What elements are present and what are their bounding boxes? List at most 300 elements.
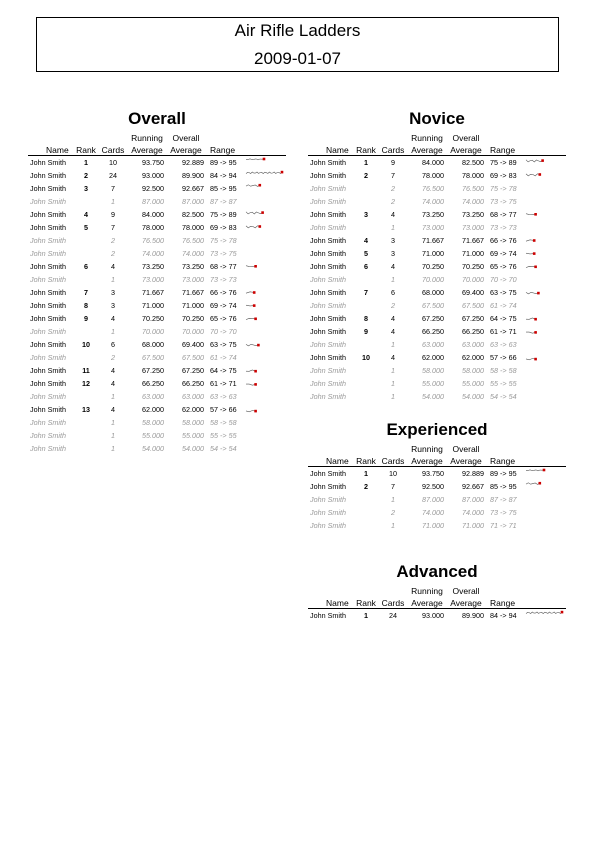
shooter-cards: 4 xyxy=(111,405,115,414)
score-sparkline xyxy=(244,286,284,299)
shooter-cards: 4 xyxy=(111,314,115,323)
column-cards: Cards xyxy=(101,145,125,155)
shooter-rank: 4 xyxy=(364,236,368,245)
column-overall-2: Average xyxy=(450,145,482,155)
running-average: 70.000 xyxy=(142,327,164,336)
shooter-name: John Smith xyxy=(30,249,66,258)
sparkline-path xyxy=(526,483,540,485)
column-rank: Rank xyxy=(356,145,376,155)
score-sparkline xyxy=(524,260,564,273)
shooter-cards: 1 xyxy=(111,431,115,440)
score-sparkline xyxy=(244,208,284,221)
sparkline-current-marker xyxy=(254,410,257,413)
score-sparkline xyxy=(244,260,284,273)
shooter-cards: 10 xyxy=(109,158,117,167)
sparkline-current-marker xyxy=(534,318,537,321)
sparkline-current-marker xyxy=(261,211,264,214)
table-row xyxy=(308,377,566,390)
shooter-cards: 4 xyxy=(391,314,395,323)
running-average: 62.000 xyxy=(142,405,164,414)
score-range: 63 -> 63 xyxy=(490,340,517,349)
score-range: 68 -> 77 xyxy=(490,210,517,219)
shooter-rank: 6 xyxy=(364,262,368,271)
shooter-name: John Smith xyxy=(310,288,346,297)
table-row xyxy=(28,182,286,195)
shooter-name: John Smith xyxy=(310,275,346,284)
table-row xyxy=(308,609,566,622)
overall-average: 70.000 xyxy=(462,275,484,284)
score-sparkline xyxy=(524,169,564,182)
shooter-name: John Smith xyxy=(30,444,66,453)
table-row xyxy=(308,208,566,221)
shooter-name: John Smith xyxy=(310,171,346,180)
score-range: 66 -> 76 xyxy=(490,236,517,245)
sparkline-path xyxy=(246,411,256,412)
shooter-cards: 1 xyxy=(391,340,395,349)
overall-average: 62.000 xyxy=(462,353,484,362)
table-row xyxy=(308,156,566,169)
shooter-name: John Smith xyxy=(310,521,346,530)
score-sparkline xyxy=(524,609,564,622)
score-sparkline xyxy=(244,299,284,312)
sparkline-path xyxy=(526,214,536,215)
shooter-cards: 7 xyxy=(391,171,395,180)
running-average: 66.250 xyxy=(422,327,444,336)
sparkline-current-marker xyxy=(561,611,564,614)
overall-average: 73.000 xyxy=(462,223,484,232)
table-row xyxy=(28,325,286,338)
table-row xyxy=(308,467,566,480)
shooter-cards: 3 xyxy=(111,288,115,297)
score-sparkline xyxy=(524,156,564,169)
shooter-name: John Smith xyxy=(310,184,346,193)
shooter-name: John Smith xyxy=(310,366,346,375)
table-row xyxy=(28,208,286,221)
shooter-name: John Smith xyxy=(30,392,66,401)
overall-average: 74.000 xyxy=(182,249,204,258)
shooter-rank: 9 xyxy=(364,327,368,336)
column-running-1: Running xyxy=(411,133,443,143)
shooter-name: John Smith xyxy=(310,262,346,271)
column-overall-1: Overall xyxy=(452,444,480,454)
shooter-cards: 1 xyxy=(111,418,115,427)
running-average: 74.000 xyxy=(422,508,444,517)
overall-average: 63.000 xyxy=(182,392,204,401)
table-row xyxy=(28,390,286,403)
running-average: 62.000 xyxy=(422,353,444,362)
table-row xyxy=(308,364,566,377)
shooter-cards: 2 xyxy=(111,353,115,362)
table-row xyxy=(28,338,286,351)
shooter-cards: 1 xyxy=(391,275,395,284)
shooter-name: John Smith xyxy=(310,379,346,388)
column-cards: Cards xyxy=(381,145,405,155)
shooter-rank: 1 xyxy=(364,469,368,478)
table-row xyxy=(28,429,286,442)
shooter-name: John Smith xyxy=(30,340,66,349)
shooter-cards: 7 xyxy=(111,184,115,193)
shooter-name: John Smith xyxy=(30,431,66,440)
score-range: 69 -> 74 xyxy=(490,249,517,258)
running-average: 93.750 xyxy=(422,469,444,478)
column-header-row xyxy=(308,584,566,609)
running-average: 73.000 xyxy=(142,275,164,284)
running-average: 74.000 xyxy=(422,197,444,206)
score-sparkline xyxy=(524,325,564,338)
running-average: 68.000 xyxy=(422,288,444,297)
shooter-cards: 2 xyxy=(391,301,395,310)
running-average: 70.250 xyxy=(422,262,444,271)
shooter-rank: 7 xyxy=(364,288,368,297)
running-average: 73.250 xyxy=(142,262,164,271)
overall-average: 76.500 xyxy=(182,236,204,245)
score-range: 70 -> 70 xyxy=(210,327,237,336)
table-row xyxy=(308,390,566,403)
score-range: 70 -> 70 xyxy=(490,275,517,284)
shooter-name: John Smith xyxy=(30,158,66,167)
running-average: 54.000 xyxy=(142,444,164,453)
table-row xyxy=(308,338,566,351)
shooter-name: John Smith xyxy=(30,366,66,375)
sparkline-path xyxy=(246,172,282,174)
shooter-name: John Smith xyxy=(30,210,66,219)
overall-average: 69.400 xyxy=(182,340,204,349)
table-row xyxy=(308,260,566,273)
running-average: 71.000 xyxy=(422,249,444,258)
shooter-cards: 3 xyxy=(391,249,395,258)
sparkline-current-marker xyxy=(259,184,262,187)
sparkline-path xyxy=(526,318,536,319)
score-sparkline xyxy=(244,377,284,390)
score-range: 75 -> 89 xyxy=(490,158,517,167)
overall-average: 87.000 xyxy=(182,197,204,206)
shooter-cards: 1 xyxy=(111,327,115,336)
shooter-name: John Smith xyxy=(310,495,346,504)
overall-average: 70.250 xyxy=(182,314,204,323)
sparkline-current-marker xyxy=(254,318,257,321)
overall-average: 70.250 xyxy=(462,262,484,271)
running-average: 73.000 xyxy=(422,223,444,232)
score-sparkline xyxy=(244,403,284,416)
shooter-cards: 1 xyxy=(391,495,395,504)
table-row xyxy=(28,377,286,390)
table-row xyxy=(28,156,286,169)
table-row xyxy=(308,351,566,364)
shooter-cards: 1 xyxy=(391,366,395,375)
score-range: 73 -> 73 xyxy=(490,223,517,232)
overall-average: 69.400 xyxy=(462,288,484,297)
sparkline-current-marker xyxy=(541,159,544,162)
column-header-row xyxy=(28,131,286,156)
score-range: 61 -> 71 xyxy=(210,379,237,388)
overall-average: 67.250 xyxy=(462,314,484,323)
score-range: 85 -> 95 xyxy=(210,184,237,193)
column-cards: Cards xyxy=(381,598,405,608)
score-range: 55 -> 55 xyxy=(490,379,517,388)
shooter-name: John Smith xyxy=(30,301,66,310)
table-row xyxy=(28,299,286,312)
sparkline-path xyxy=(526,266,536,267)
shooter-cards: 4 xyxy=(391,353,395,362)
running-average: 76.500 xyxy=(142,236,164,245)
score-range: 69 -> 83 xyxy=(490,171,517,180)
score-sparkline xyxy=(244,182,284,195)
overall-average: 58.000 xyxy=(182,418,204,427)
shooter-cards: 4 xyxy=(391,210,395,219)
ladder-title: Novice xyxy=(409,109,465,128)
score-range: 69 -> 74 xyxy=(210,301,237,310)
shooter-cards: 7 xyxy=(391,482,395,491)
overall-average: 92.667 xyxy=(462,482,484,491)
running-average: 71.667 xyxy=(422,236,444,245)
score-range: 85 -> 95 xyxy=(490,482,517,491)
sparkline-current-marker xyxy=(534,266,537,269)
column-overall-2: Average xyxy=(170,145,202,155)
score-range: 69 -> 83 xyxy=(210,223,237,232)
running-average: 55.000 xyxy=(142,431,164,440)
overall-average: 55.000 xyxy=(182,431,204,440)
score-sparkline xyxy=(244,338,284,351)
table-row xyxy=(308,182,566,195)
score-range: 71 -> 71 xyxy=(490,521,517,530)
table-row xyxy=(308,286,566,299)
overall-average: 71.667 xyxy=(462,236,484,245)
column-range: Range xyxy=(210,145,236,155)
shooter-name: John Smith xyxy=(310,210,346,219)
sparkline-path xyxy=(246,370,256,371)
shooter-name: John Smith xyxy=(30,314,66,323)
score-range: 61 -> 74 xyxy=(210,353,237,362)
column-running-2: Average xyxy=(411,598,443,608)
running-average: 87.000 xyxy=(422,495,444,504)
score-range: 87 -> 87 xyxy=(490,495,517,504)
shooter-rank: 2 xyxy=(364,171,368,180)
table-row xyxy=(308,195,566,208)
shooter-name: John Smith xyxy=(310,314,346,323)
table-row xyxy=(28,195,286,208)
column-name: Name xyxy=(326,598,349,608)
ladder-title: Experienced xyxy=(386,420,488,439)
score-range: 75 -> 89 xyxy=(210,210,237,219)
shooter-cards: 1 xyxy=(391,223,395,232)
score-range: 84 -> 94 xyxy=(490,611,517,620)
shooter-rank: 8 xyxy=(364,314,368,323)
shooter-name: John Smith xyxy=(30,275,66,284)
shooter-rank: 4 xyxy=(84,210,88,219)
overall-average: 71.667 xyxy=(182,288,204,297)
overall-average: 74.000 xyxy=(462,197,484,206)
sparkline-path xyxy=(526,612,562,614)
shooter-name: John Smith xyxy=(30,353,66,362)
score-range: 65 -> 76 xyxy=(490,262,517,271)
overall-average: 54.000 xyxy=(182,444,204,453)
column-running-1: Running xyxy=(131,133,163,143)
table-row xyxy=(308,299,566,312)
sparkline-path xyxy=(526,292,538,294)
score-range: 54 -> 54 xyxy=(490,392,517,401)
sparkline-path xyxy=(246,344,258,346)
sparkline-current-marker xyxy=(257,344,260,347)
table-row xyxy=(28,403,286,416)
shooter-cards: 10 xyxy=(389,469,397,478)
sparkline-current-marker xyxy=(254,370,257,373)
column-rank: Rank xyxy=(76,145,96,155)
table-row xyxy=(308,506,566,519)
shooter-name: John Smith xyxy=(310,301,346,310)
running-average: 78.000 xyxy=(142,223,164,232)
overall-average: 67.500 xyxy=(462,301,484,310)
score-range: 73 -> 73 xyxy=(210,275,237,284)
overall-average: 58.000 xyxy=(462,366,484,375)
shooter-rank: 5 xyxy=(364,249,368,258)
column-overall-2: Average xyxy=(450,598,482,608)
table-row xyxy=(308,480,566,493)
sparkline-current-marker xyxy=(253,291,256,294)
shooter-rank: 10 xyxy=(362,353,370,362)
shooter-name: John Smith xyxy=(30,418,66,427)
overall-average: 54.000 xyxy=(462,392,484,401)
shooter-cards: 9 xyxy=(391,158,395,167)
running-average: 73.250 xyxy=(422,210,444,219)
score-range: 87 -> 87 xyxy=(210,197,237,206)
overall-average: 78.000 xyxy=(182,223,204,232)
shooter-cards: 2 xyxy=(391,197,395,206)
shooter-rank: 2 xyxy=(84,171,88,180)
ladder-overall xyxy=(28,109,286,455)
sparkline-current-marker xyxy=(533,239,536,242)
score-range: 66 -> 76 xyxy=(210,288,237,297)
table-row xyxy=(308,312,566,325)
shooter-rank: 3 xyxy=(84,184,88,193)
sparkline-current-marker xyxy=(281,171,284,174)
overall-average: 66.250 xyxy=(182,379,204,388)
score-sparkline xyxy=(524,351,564,364)
shooter-cards: 1 xyxy=(391,379,395,388)
shooter-cards: 1 xyxy=(111,275,115,284)
ladder-title: Overall xyxy=(128,109,186,128)
shooter-name: John Smith xyxy=(310,469,346,478)
overall-average: 73.000 xyxy=(182,275,204,284)
table-row xyxy=(308,519,566,532)
overall-average: 63.000 xyxy=(462,340,484,349)
shooter-rank: 9 xyxy=(84,314,88,323)
overall-average: 62.000 xyxy=(182,405,204,414)
shooter-cards: 4 xyxy=(391,262,395,271)
score-sparkline xyxy=(244,169,284,182)
ladder-experienced xyxy=(308,420,566,532)
table-row xyxy=(28,416,286,429)
sparkline-current-marker xyxy=(253,304,256,307)
running-average: 54.000 xyxy=(422,392,444,401)
table-row xyxy=(308,493,566,506)
shooter-cards: 7 xyxy=(111,223,115,232)
score-range: 73 -> 75 xyxy=(490,197,517,206)
shooter-name: John Smith xyxy=(310,508,346,517)
overall-average: 76.500 xyxy=(462,184,484,193)
running-average: 67.500 xyxy=(142,353,164,362)
sparkline-path xyxy=(246,266,256,267)
score-range: 64 -> 75 xyxy=(490,314,517,323)
score-sparkline xyxy=(524,467,564,480)
table-row xyxy=(28,260,286,273)
column-header-row xyxy=(308,131,566,156)
shooter-name: John Smith xyxy=(30,236,66,245)
shooter-rank: 8 xyxy=(84,301,88,310)
overall-average: 87.000 xyxy=(462,495,484,504)
running-average: 63.000 xyxy=(142,392,164,401)
table-row xyxy=(28,442,286,455)
score-range: 63 -> 75 xyxy=(210,340,237,349)
shooter-cards: 1 xyxy=(391,521,395,530)
running-average: 74.000 xyxy=(142,249,164,258)
running-average: 58.000 xyxy=(142,418,164,427)
shooter-name: John Smith xyxy=(30,223,66,232)
shooter-rank: 12 xyxy=(82,379,90,388)
column-running-2: Average xyxy=(411,145,443,155)
running-average: 78.000 xyxy=(422,171,444,180)
report-title: Air Rifle Ladders xyxy=(234,21,361,40)
overall-average: 73.250 xyxy=(462,210,484,219)
shooter-name: John Smith xyxy=(310,249,346,258)
sparkline-current-marker xyxy=(539,482,542,485)
column-header-row xyxy=(308,442,566,467)
shooter-name: John Smith xyxy=(30,197,66,206)
score-range: 64 -> 75 xyxy=(210,366,237,375)
score-range: 61 -> 74 xyxy=(490,301,517,310)
shooter-rank: 3 xyxy=(364,210,368,219)
overall-average: 55.000 xyxy=(462,379,484,388)
score-sparkline xyxy=(244,156,284,169)
report-title-box xyxy=(36,17,559,72)
table-row xyxy=(28,351,286,364)
overall-average: 78.000 xyxy=(462,171,484,180)
shooter-rank: 2 xyxy=(364,482,368,491)
report-date: 2009-01-07 xyxy=(254,49,341,68)
score-sparkline xyxy=(244,221,284,234)
table-row xyxy=(28,273,286,286)
sparkline-current-marker xyxy=(534,213,537,216)
column-rank: Rank xyxy=(356,456,376,466)
shooter-name: John Smith xyxy=(310,482,346,491)
overall-average: 71.000 xyxy=(182,301,204,310)
sparkline-path xyxy=(526,174,540,176)
ladder-title: Advanced xyxy=(396,562,478,581)
running-average: 76.500 xyxy=(422,184,444,193)
shooter-cards: 4 xyxy=(111,379,115,388)
overall-average: 92.889 xyxy=(182,158,204,167)
overall-average: 66.250 xyxy=(462,327,484,336)
score-range: 54 -> 54 xyxy=(210,444,237,453)
score-range: 57 -> 66 xyxy=(210,405,237,414)
score-range: 61 -> 71 xyxy=(490,327,517,336)
score-sparkline xyxy=(524,286,564,299)
score-range: 57 -> 66 xyxy=(490,353,517,362)
shooter-name: John Smith xyxy=(30,405,66,414)
sparkline-current-marker xyxy=(543,469,546,472)
score-range: 65 -> 76 xyxy=(210,314,237,323)
shooter-name: John Smith xyxy=(30,184,66,193)
sparkline-current-marker xyxy=(534,358,537,361)
running-average: 87.000 xyxy=(142,197,164,206)
running-average: 71.667 xyxy=(142,288,164,297)
score-range: 75 -> 78 xyxy=(210,236,237,245)
running-average: 84.000 xyxy=(422,158,444,167)
overall-average: 71.000 xyxy=(462,521,484,530)
shooter-cards: 4 xyxy=(111,366,115,375)
sparkline-path xyxy=(246,185,260,187)
column-name: Name xyxy=(326,456,349,466)
score-range: 63 -> 63 xyxy=(210,392,237,401)
